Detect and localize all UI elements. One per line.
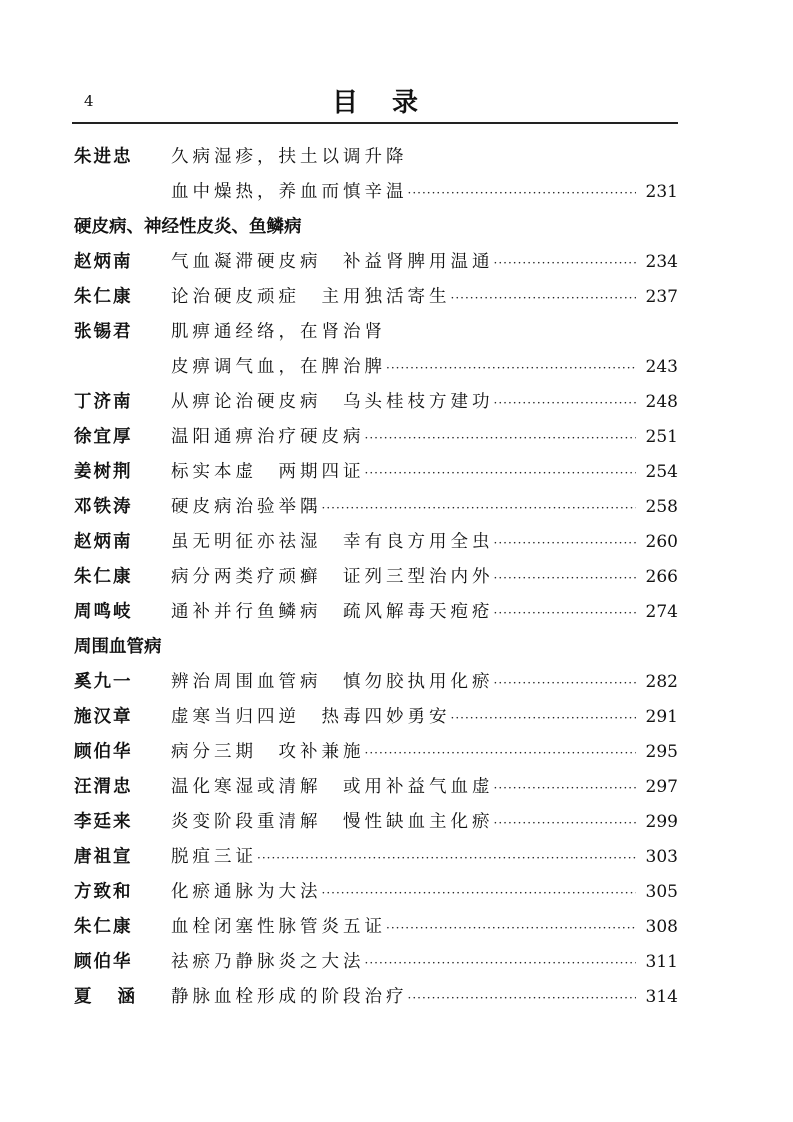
toc-entry-title: 温化寒湿或清解 或用补益气血虚 bbox=[171, 777, 494, 797]
toc-entry-title: 虚寒当归四逆 热毒四妙勇安 bbox=[171, 707, 451, 727]
dot-leader bbox=[494, 526, 637, 561]
toc-entry[interactable] bbox=[74, 700, 678, 735]
toc-entry-body bbox=[171, 350, 678, 386]
toc-author: 丁济南 bbox=[74, 392, 133, 412]
toc-entry-title: 温阳通痹治疗硬皮病 bbox=[171, 427, 365, 447]
toc-entry-title: 炎变阶段重清解 慢性缺血主化瘀 bbox=[171, 812, 494, 832]
toc-author: 朱进忠 bbox=[74, 147, 133, 167]
toc-page-number: 260 bbox=[645, 532, 678, 552]
toc-page-number: 291 bbox=[645, 707, 678, 727]
dot-leader bbox=[494, 806, 637, 841]
toc-entry-title: 病分两类疗顽癣 证列三型治内外 bbox=[171, 567, 494, 587]
toc-entry-body bbox=[171, 875, 678, 911]
toc-entry-title: 祛瘀乃静脉炎之大法 bbox=[171, 952, 365, 972]
toc-page-number: 299 bbox=[645, 812, 678, 832]
toc-page-number: 295 bbox=[645, 742, 678, 762]
dot-leader bbox=[322, 876, 637, 911]
toc-author: 夏涵 bbox=[74, 987, 161, 1007]
toc-entry[interactable] bbox=[74, 385, 678, 420]
toc-entry-body bbox=[171, 525, 678, 561]
dot-leader bbox=[386, 351, 636, 386]
toc-entry-body bbox=[171, 175, 678, 211]
toc-entry-body bbox=[171, 140, 678, 175]
toc-author: 朱仁康 bbox=[74, 567, 133, 587]
toc-author: 唐祖宣 bbox=[74, 847, 133, 867]
toc-entry[interactable] bbox=[74, 875, 678, 910]
toc-entry[interactable] bbox=[74, 945, 678, 980]
dot-leader bbox=[386, 911, 636, 946]
toc-entry-body bbox=[171, 315, 678, 350]
toc-page-number: 305 bbox=[645, 882, 678, 902]
toc-entry[interactable] bbox=[74, 910, 678, 945]
toc-author: 方致和 bbox=[74, 882, 133, 902]
toc-entry-body bbox=[171, 560, 678, 596]
toc-entry[interactable] bbox=[74, 280, 678, 315]
toc-page-number: 282 bbox=[645, 672, 678, 692]
toc-entry-body bbox=[171, 385, 678, 421]
toc-entry[interactable] bbox=[74, 805, 678, 840]
dot-leader bbox=[322, 491, 637, 526]
dot-leader bbox=[365, 946, 637, 981]
toc-section-heading: 硬皮病、神经性皮炎、鱼鳞病 bbox=[74, 217, 302, 237]
toc-entry-title: 病分三期 攻补兼施 bbox=[171, 742, 365, 762]
toc-entry[interactable] bbox=[74, 840, 678, 875]
toc-entry-title: 气血凝滞硬皮病 补益肾脾用温通 bbox=[171, 252, 494, 272]
dot-leader bbox=[494, 771, 637, 806]
toc-entry-title: 通补并行鱼鳞病 疏风解毒天疱疮 bbox=[171, 602, 494, 622]
toc-entry-body bbox=[171, 735, 678, 771]
page-header bbox=[72, 82, 678, 120]
toc-entry[interactable] bbox=[74, 665, 678, 700]
toc-entry-title: 血中燥热，养血而慎辛温 bbox=[171, 182, 408, 202]
toc-author: 朱仁康 bbox=[74, 287, 133, 307]
toc-entry-title: 皮痹调气血，在脾治脾 bbox=[171, 357, 386, 377]
toc-author: 姜树荆 bbox=[74, 462, 133, 482]
toc-entry-body bbox=[171, 665, 678, 701]
toc-author: 奚九一 bbox=[74, 672, 133, 692]
toc-entry-body bbox=[171, 245, 678, 281]
dot-leader bbox=[494, 561, 637, 596]
toc-author: 张锡君 bbox=[74, 322, 133, 342]
dot-leader bbox=[365, 736, 637, 771]
toc-entry-body bbox=[171, 700, 678, 736]
toc-entry-title: 静脉血栓形成的阶段治疗 bbox=[171, 987, 408, 1007]
toc-section-heading: 周围血管病 bbox=[74, 637, 162, 657]
toc-entry[interactable] bbox=[74, 175, 678, 210]
toc-author: 徐宜厚 bbox=[74, 427, 133, 447]
toc-entry[interactable] bbox=[74, 770, 678, 805]
dot-leader bbox=[365, 421, 637, 456]
toc-entry-title: 肌痹通经络，在肾治肾 bbox=[171, 322, 386, 342]
toc-entry-body bbox=[171, 840, 678, 876]
toc-entry-title: 辨治周围血管病 慎勿胶执用化瘀 bbox=[171, 672, 494, 692]
toc-page-number: 314 bbox=[645, 987, 678, 1007]
toc-entry-body bbox=[171, 805, 678, 841]
toc-author: 周鸣岐 bbox=[74, 602, 133, 622]
toc-entry-body bbox=[171, 770, 678, 806]
toc-entry-title: 从痹论治硬皮病 乌头桂枝方建功 bbox=[171, 392, 494, 412]
toc-author: 汪渭忠 bbox=[74, 777, 133, 797]
dot-leader bbox=[451, 281, 637, 316]
toc-entry-body bbox=[171, 280, 678, 316]
toc-entry-title: 久病湿疹，扶土以调升降 bbox=[171, 147, 408, 167]
toc-author: 邓铁涛 bbox=[74, 497, 133, 517]
toc-entry-title: 硬皮病治验举隅 bbox=[171, 497, 322, 517]
toc-author: 赵炳南 bbox=[74, 252, 133, 272]
toc-page-number: 254 bbox=[645, 462, 678, 482]
toc-entry-title: 血栓闭塞性脉管炎五证 bbox=[171, 917, 386, 937]
dot-leader bbox=[494, 666, 637, 701]
toc-page-number: 274 bbox=[645, 602, 678, 622]
dot-leader bbox=[494, 386, 637, 421]
toc-page-number: 308 bbox=[645, 917, 678, 937]
toc-entry-title: 论治硬皮顽症 主用独活寄生 bbox=[171, 287, 451, 307]
toc-entry-title: 脱疽三证 bbox=[171, 847, 257, 867]
header-rule bbox=[72, 122, 678, 124]
toc-entry[interactable] bbox=[74, 595, 678, 630]
toc-entry-title: 虽无明征亦祛湿 幸有良方用全虫 bbox=[171, 532, 494, 552]
toc-entry-body bbox=[171, 980, 678, 1016]
toc-page-number: 243 bbox=[645, 357, 678, 377]
toc-page-number: 258 bbox=[645, 497, 678, 517]
toc-entry[interactable] bbox=[74, 980, 678, 1015]
toc-page-number: 303 bbox=[645, 847, 678, 867]
dot-leader bbox=[365, 456, 637, 491]
toc-entry[interactable] bbox=[74, 350, 678, 385]
toc-entry bbox=[74, 140, 678, 175]
toc-entry-body bbox=[171, 420, 678, 456]
toc-entry[interactable] bbox=[74, 245, 678, 280]
toc-author: 李廷来 bbox=[74, 812, 133, 832]
dot-leader bbox=[494, 596, 637, 631]
toc-page-number: 231 bbox=[645, 182, 678, 202]
page-title: 目录 bbox=[331, 88, 452, 118]
dot-leader bbox=[494, 246, 637, 281]
toc-entry-body bbox=[171, 455, 678, 491]
toc-entry-title: 化瘀通脉为大法 bbox=[171, 882, 322, 902]
toc-page-number: 266 bbox=[645, 567, 678, 587]
toc-page-number: 311 bbox=[645, 952, 678, 972]
toc-entry-body bbox=[171, 910, 678, 946]
toc-entry[interactable] bbox=[74, 490, 678, 525]
toc-entry[interactable] bbox=[74, 525, 678, 560]
toc-page-number: 234 bbox=[645, 252, 678, 272]
toc-author: 顾伯华 bbox=[74, 952, 133, 972]
toc-page-number: 237 bbox=[645, 287, 678, 307]
dot-leader bbox=[408, 176, 637, 211]
toc-author: 朱仁康 bbox=[74, 917, 133, 937]
table-of-contents bbox=[74, 140, 678, 1015]
toc-author: 赵炳南 bbox=[74, 532, 133, 552]
dot-leader bbox=[257, 841, 636, 876]
toc-entry-body bbox=[171, 595, 678, 631]
dot-leader bbox=[451, 701, 637, 736]
toc-entry-body bbox=[171, 945, 678, 981]
dot-leader bbox=[408, 981, 637, 1016]
toc-entry[interactable] bbox=[74, 735, 678, 770]
toc-entry[interactable] bbox=[74, 560, 678, 595]
toc-page-number: 297 bbox=[645, 777, 678, 797]
toc-entry[interactable] bbox=[74, 420, 678, 455]
toc-entry-body bbox=[171, 490, 678, 526]
toc-entry bbox=[74, 315, 678, 350]
toc-page-number: 251 bbox=[645, 427, 678, 447]
page-number: 4 bbox=[84, 92, 94, 110]
toc-entry-title: 标实本虚 两期四证 bbox=[171, 462, 365, 482]
toc-author: 顾伯华 bbox=[74, 742, 133, 762]
toc-entry[interactable] bbox=[74, 455, 678, 490]
toc-page-number: 248 bbox=[645, 392, 678, 412]
toc-author: 施汉章 bbox=[74, 707, 133, 727]
